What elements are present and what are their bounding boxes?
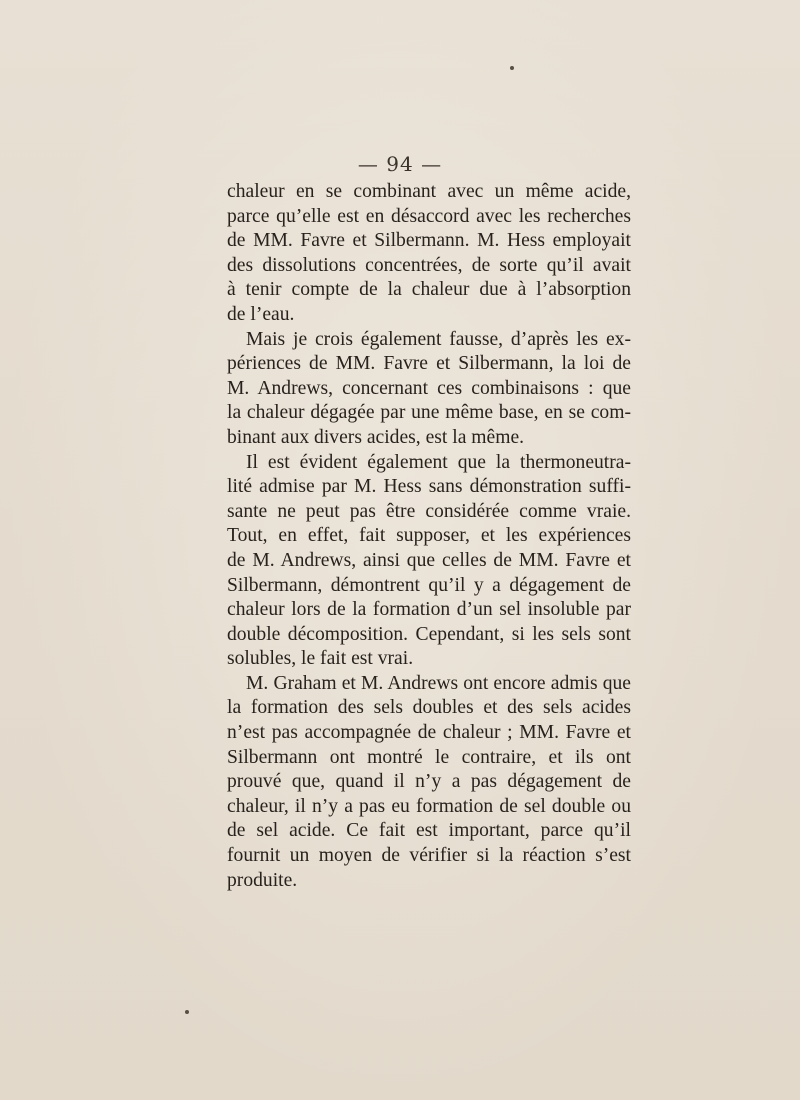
text-line: de MM. Favre et Silbermann. M. Hess employait	[227, 230, 631, 252]
text-line: chaleur lors de la formation d’un sel insoluble par	[227, 599, 631, 621]
text-line: de sel acide. Ce fait est important, parce qu’il	[227, 820, 631, 842]
text-line: la formation des sels doubles et des sels acides	[227, 697, 631, 719]
text-line: fournit un moyen de vérifier si la réaction s’est	[227, 845, 631, 867]
text-line: n’est pas accompagnée de chaleur ; MM. Favre et	[227, 722, 631, 744]
body-text	[227, 180, 631, 893]
text-line: solubles, le fait est vrai.	[227, 648, 414, 670]
ink-speck	[510, 66, 514, 70]
text-line: prouvé que, quand il n’y a pas dégagement de	[227, 771, 631, 793]
text-line: chaleur, il n’y a pas eu formation de sel double ou	[227, 795, 631, 817]
text-line: des dissolutions concentrées, de sorte qu’il avait	[227, 254, 631, 276]
text-line: Il est évident également que la thermoneutra-	[246, 451, 631, 473]
text-line: chaleur en se combinant avec un même acide,	[227, 181, 631, 202]
text-line: produite.	[227, 869, 298, 891]
text-line: sante ne peut pas être considérée comme vraie.	[227, 500, 631, 522]
text-line: M. Andrews, concernant ces combinaisons : que	[227, 377, 631, 399]
text-line: Silbermann, démontrent qu’il y a dégagement de	[227, 574, 631, 596]
text-line: M. Graham et M. Andrews ont encore admis que	[246, 672, 631, 694]
text-line: à tenir compte de la chaleur due à l’absorption	[227, 279, 631, 301]
paragraph	[227, 180, 631, 328]
ink-speck	[185, 1010, 189, 1014]
text-line: lité admise par M. Hess sans démonstration suffi-	[227, 476, 631, 498]
text-line: Silbermann ont montré le contraire, et ils ont	[227, 746, 631, 768]
text-line: périences de MM. Favre et Silbermann, la loi de	[227, 353, 631, 375]
text-line: double décomposition. Cependant, si les sels sont	[227, 623, 631, 645]
text-line: parce qu’elle est en désaccord avec les recherches	[227, 205, 631, 227]
text-line: Tout, en effet, fait supposer, et les expériences	[227, 525, 631, 547]
paragraph	[227, 451, 631, 672]
page-number: — 94 —	[357, 152, 443, 176]
paragraph	[227, 328, 631, 451]
text-line: Mais je crois également fausse, d’après les ex-	[246, 328, 631, 350]
text-line: de l’eau.	[227, 303, 295, 325]
text-line: de M. Andrews, ainsi que celles de MM. Favre et	[227, 549, 631, 571]
paragraph	[227, 672, 631, 893]
text-line: binant aux divers acides, est la même.	[227, 426, 525, 448]
text-line: la chaleur dégagée par une même base, en se com-	[227, 402, 631, 424]
